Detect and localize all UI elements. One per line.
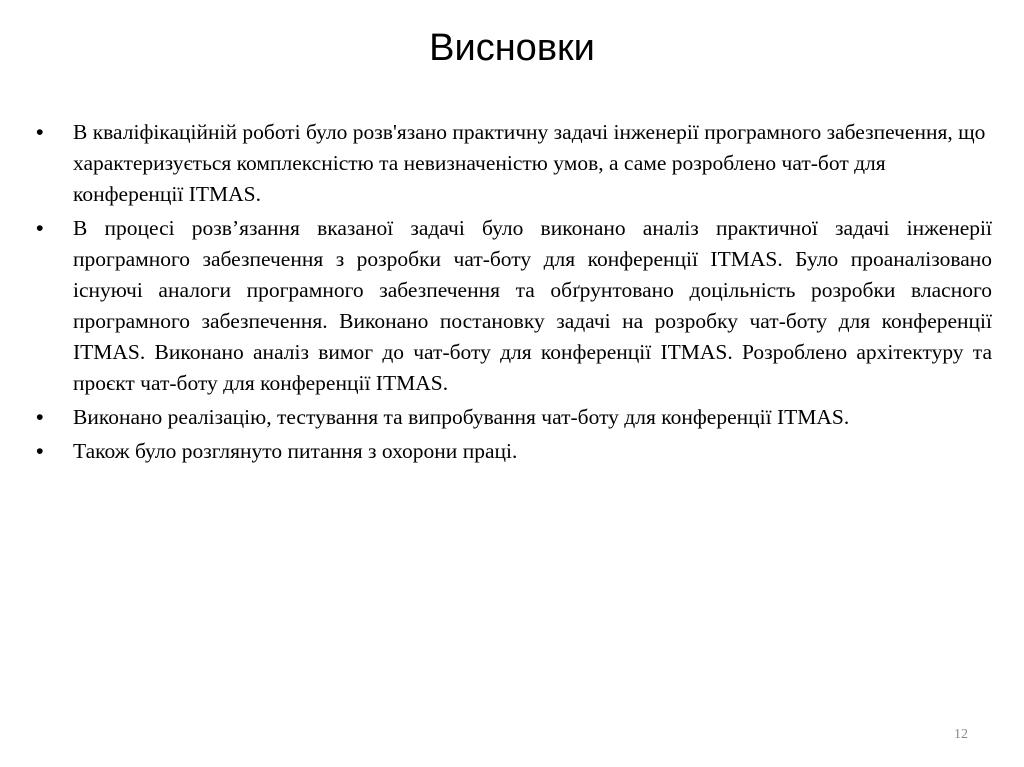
bullet-item [36, 436, 992, 467]
bullet-marker: • [36, 405, 44, 429]
bullet-item [36, 213, 992, 399]
bullet-text: Виконано реалізацію, тестування та випробування чат-боту для конференції ITMAS. [73, 405, 850, 429]
conclusions-list [36, 117, 992, 470]
bullet-text: Також було розглянуто питання з охорони праці. [73, 439, 518, 463]
page-number: 12 [954, 727, 968, 742]
slide-title: Висновки [429, 27, 595, 69]
bullet-item [36, 402, 992, 433]
bullet-text: В кваліфікаційній роботі було розв'язано практичну задачі інженерії програмного забезпечення, що характеризується комплексністю та невизначеністю умов, а саме розроблено чат-бот для конференції ITMAS. [73, 120, 986, 206]
bullet-item [36, 117, 992, 210]
bullet-marker: • [36, 120, 44, 144]
bullet-text: В процесі розв’язання вказаної задачі було виконано аналіз практичної задачі інженерії програмного забезпечення з розробки чат-боту для конференції ITMAS. Було проаналізовано існуючі аналоги програмного забезпечення та обґрунтовано доцільність розробки власного програмного забезпечення. Виконано постановку задачі на розробку чат-боту для конференції ITMAS. Виконано аналіз вимог до чат-боту для конференції ITMAS. Розроблено архітектуру та проєкт чат-боту для конференції ITMAS. [73, 216, 992, 395]
bullet-marker: • [36, 439, 44, 463]
bullet-marker: • [36, 216, 44, 240]
